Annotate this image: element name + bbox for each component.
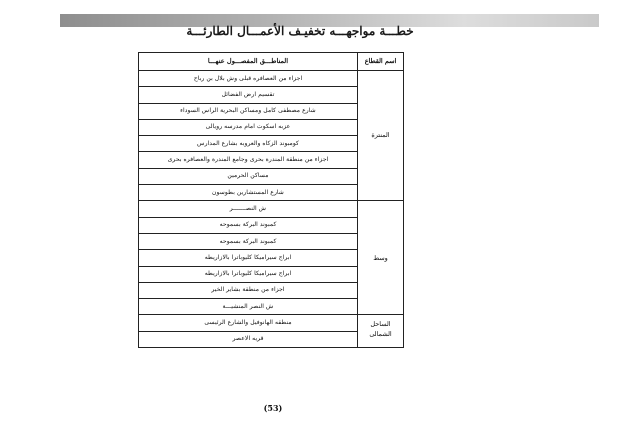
area-cell: ابراج سيراميكا كليوباترا بالازاريطه [139,266,358,282]
table-row [139,315,404,331]
area-cell: ش النصر المنشيـــة [139,299,358,315]
page-title: خطـــة مواجهـــه تخفيـف الأعمـــال الطارئـــة [186,24,414,38]
sector-name-sub: الشمالى [369,330,392,339]
sector-name: الساحل [370,319,391,328]
area-cell: عزبه اسكوت امام مدرسه رويالى [139,119,358,135]
table-row [139,71,404,87]
area-cell: كومبوند الزكاه والعروبه بشارع المدارس [139,136,358,152]
sector-column-header: اسم القطاع [358,53,404,71]
areas-column-header: المناطـــق المفصـــول عنهـــا [139,53,358,71]
sector-cell: وسط [358,201,404,315]
area-cell: اجزاء من العصافره قبلى وش بلال بن رباح [139,71,358,87]
area-cell: اجزاء من منطقة المندرة بحرى وجامع المندرة والعصافره بحرى [139,152,358,168]
page-number: (53) [263,403,283,413]
sector-cell: المنترة [358,71,404,201]
area-cell: مساكن الحرمين [139,168,358,184]
area-cell: شارع المستشارين بطوسون [139,185,358,201]
area-cell: تقسيم ارض الفضائل [139,87,358,103]
area-cell: كمبوند البركة بسموحه [139,217,358,233]
sector-cell [358,315,404,348]
area-cell: ش النصـــــــر [139,201,358,217]
table-header-row [139,53,404,71]
area-cell: كمبوند البركة بسموحه [139,233,358,249]
area-cell: منطقه الهانوفيل والشارع الرئيسى [139,315,358,331]
area-cell: اجزاء من منطقة بشاير الخير [139,282,358,298]
area-cell: ابراج سيراميكا كليوباترا بالازاريطه [139,250,358,266]
area-cell: شارع مصطفى كامل ومساكن البحرية الراس السوداء [139,103,358,119]
area-cell: قريه الاعصر [139,331,358,347]
table-row [139,201,404,217]
areas-table [138,52,404,348]
